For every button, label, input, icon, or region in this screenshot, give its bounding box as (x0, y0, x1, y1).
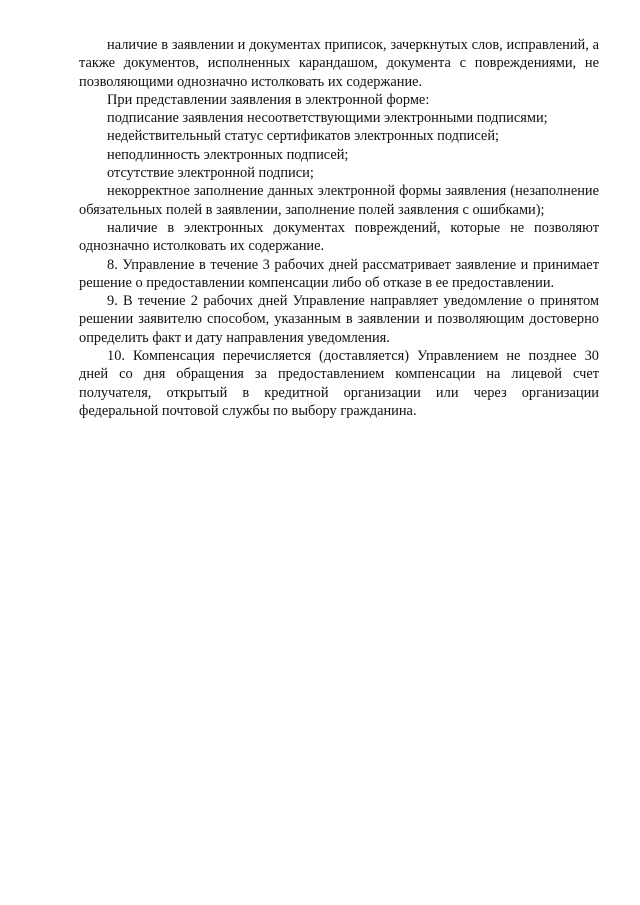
paragraph-no-signature: отсутствие электронной подписи; (107, 165, 314, 182)
paragraph-signature-inauthenticity: неподлинность электронных подписей; (107, 146, 349, 163)
paragraph-item-9: 9. В течение 2 рабочих дней Управление направляет уведомление о принятом решении заявителю способом, указанным в заявлении и позволяющим достоверно определить факт и дату направления уведомления. (79, 293, 599, 346)
document-page (79, 36, 599, 420)
paragraph-invalid-signatures: подписание заявления несоответствующими электронными подписями; (107, 110, 548, 127)
paragraph-damaged-documents: наличие в электронных документах повреждений, которые не позволяют однозначно истолковать их содержание. (79, 219, 599, 255)
paragraph-incorrect-filling: некорректное заполнение данных электронной формы заявления (незаполнение обязательных полей в заявлении, заполнение полей заявления с ошибками); (79, 183, 599, 218)
paragraph-corrections: наличие в заявлении и документах приписок, зачеркнутых слов, исправлений, а также документов, исполненных карандашом, документа с повреждениями, не позволяющими однозначно истолковать их содержание. (79, 37, 599, 90)
paragraph-invalid-certificates: недействительный статус сертификатов электронных подписей; (107, 128, 500, 145)
paragraph-item-8: 8. Управление в течение 3 рабочих дней рассматривает заявление и принимает решение о предоставлении компенсации либо об отказе в ее предоставлении. (79, 256, 599, 291)
paragraph-item-10: 10. Компенсация перечисляется (доставляется) Управлением не позднее 30 дней со дня обращения за предоставлением компенсации на лицевой счет получателя, открытый в кредитной организации или через организации федеральной почтовой службы по выбору гражданина. (79, 348, 599, 419)
paragraph-electronic-form-intro: При представлении заявления в электронной форме: (107, 91, 430, 108)
